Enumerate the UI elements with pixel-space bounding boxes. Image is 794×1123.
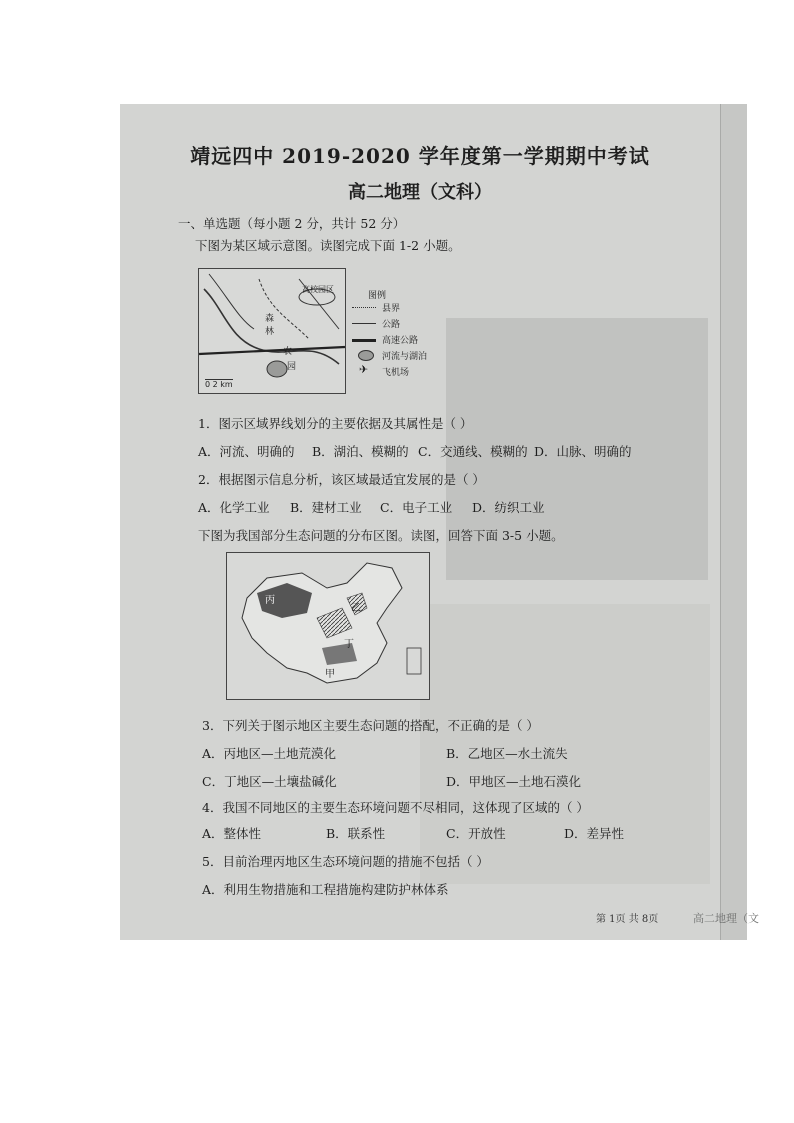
question-3-option-a: A．丙地区—土地荒漠化 (202, 746, 337, 761)
region-bing-label: 丙 (265, 595, 275, 606)
forest-label-2: 林 (265, 327, 275, 337)
scale-bar: 0 2 km (205, 380, 233, 389)
question-3-option-c: C．丁地区—土壤盐碱化 (202, 774, 337, 789)
question-5-stem: 5．目前治理丙地区生态环境问题的措施不包括（ ） (202, 854, 489, 869)
page-number: 第 1页 共 8页 (596, 914, 659, 925)
intro-q3-5: 下图为我国部分生态问题的分布区图。读图，回答下面 3-5 小题。 (198, 528, 564, 543)
facing-page-edge (693, 104, 759, 940)
question-2-option-b: B．建材工业 (290, 500, 362, 515)
exam-page (120, 104, 720, 940)
question-3-option-b: B．乙地区—水土流失 (446, 746, 568, 761)
question-1-option-d: D．山脉、明确的 (534, 444, 632, 459)
section-heading: 一、单选题（每小题 2 分，共计 52 分） (178, 216, 406, 231)
legend-road-line (352, 323, 376, 324)
scanned-photo (120, 104, 759, 940)
question-2-option-d: D．纺织工业 (472, 500, 545, 515)
question-4-option-d: D．差异性 (564, 826, 625, 841)
map-legend (352, 288, 452, 388)
legend-airport: 飞机场 (382, 368, 410, 378)
facing-page-label: 高二地理（文 (693, 912, 759, 925)
legend-water: 河流与湖泊 (382, 352, 428, 362)
agri-label-1: 农 (283, 347, 293, 357)
region-ding-label: 丁 (344, 639, 354, 650)
region-map (198, 268, 346, 394)
legend-water-swatch (358, 350, 374, 361)
legend-highway: 高速公路 (382, 336, 419, 346)
china-eco-map (226, 552, 430, 700)
airport-icon: ✈ (359, 363, 369, 376)
question-3-stem: 3．下列关于图示地区主要生态问题的搭配，不正确的是（ ） (202, 718, 539, 733)
question-2-stem: 2．根据图示信息分析，该区域最适宜发展的是（ ） (198, 472, 485, 487)
forest-label-1: 森 (265, 314, 275, 324)
agri-label-2: 园 (287, 362, 297, 372)
question-1-option-c: C．交通线、模糊的 (418, 444, 528, 459)
question-2-option-a: A．化学工业 (198, 500, 270, 515)
question-1-option-b: B．湖泊、模糊的 (312, 444, 409, 459)
question-4-option-b: B．联系性 (326, 826, 386, 841)
legend-county: 县界 (382, 304, 401, 314)
legend-county-line (352, 307, 376, 308)
question-4-stem: 4．我国不同地区的主要生态环境问题不尽相同，这体现了区域的（ ） (202, 800, 589, 815)
region-yi-label: 乙 (351, 603, 361, 614)
question-4-option-a: A．整体性 (202, 826, 262, 841)
question-4-option-c: C．开放性 (446, 826, 506, 841)
legend-title: 图例 (368, 291, 387, 301)
intro-q1-2: 下图为某区域示意图。读图完成下面 1-2 小题。 (195, 238, 461, 253)
park-label: 高校园区 (302, 285, 334, 294)
question-1-stem: 1．图示区域界线划分的主要依据及其属性是（ ） (198, 416, 473, 431)
legend-road: 公路 (382, 320, 401, 330)
exam-title: 靖远四中 2019-2020 学年度第一学期期中考试 (190, 144, 650, 168)
exam-subtitle: 高二地理（文科） (348, 182, 492, 203)
region-jia-label: 甲 (325, 669, 335, 680)
question-2-option-c: C．电子工业 (380, 500, 453, 515)
question-5-option-a: A．利用生物措施和工程措施构建防护林体系 (202, 882, 449, 897)
legend-highway-line (352, 339, 376, 342)
question-3-option-d: D．甲地区—土地石漠化 (446, 774, 582, 789)
question-1-option-a: A．河流、明确的 (198, 444, 295, 459)
